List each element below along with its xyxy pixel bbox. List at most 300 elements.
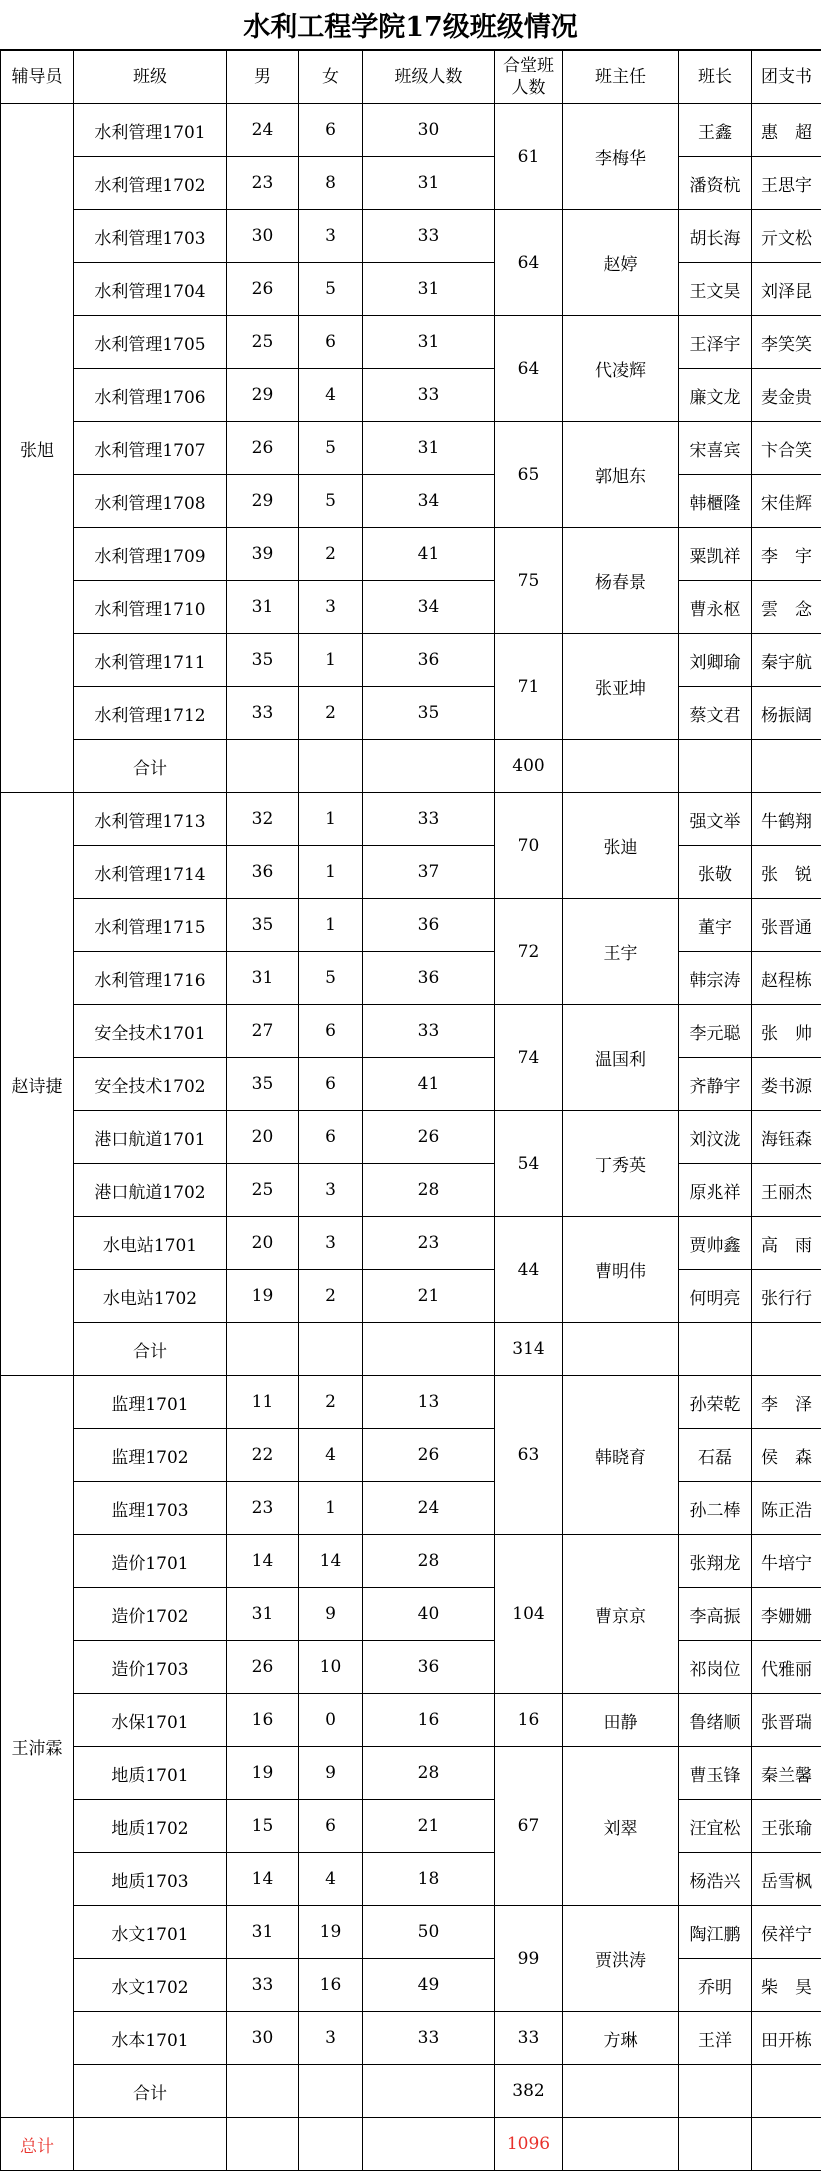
class-name-cell: 水利管理1702	[74, 157, 227, 210]
empty-cell	[752, 2065, 821, 2118]
class-name-cell: 水保1701	[74, 1694, 227, 1747]
class-size-cell: 26	[363, 1429, 495, 1482]
table-row	[1, 1747, 821, 1800]
male-count-cell: 33	[227, 687, 299, 740]
male-count-cell: 23	[227, 157, 299, 210]
secretary-cell: 亓文松	[752, 210, 821, 263]
monitor-cell: 汪宜松	[679, 1800, 752, 1853]
head-teacher-cell: 杨春景	[563, 528, 679, 634]
combined-size-cell: 75	[495, 528, 563, 634]
combined-size-cell: 74	[495, 1005, 563, 1111]
monitor-cell: 宋喜宾	[679, 422, 752, 475]
secretary-cell: 王丽杰	[752, 1164, 821, 1217]
class-size-cell: 28	[363, 1164, 495, 1217]
head-teacher-cell: 贾洪涛	[563, 1906, 679, 2012]
class-name-cell: 水利管理1709	[74, 528, 227, 581]
female-count-cell: 3	[299, 1164, 363, 1217]
class-size-cell: 28	[363, 1535, 495, 1588]
subtotal-value: 382	[495, 2065, 563, 2118]
secretary-cell: 李姗姗	[752, 1588, 821, 1641]
female-count-cell: 9	[299, 1588, 363, 1641]
secretary-cell: 杨振阔	[752, 687, 821, 740]
table-row	[1, 157, 821, 210]
class-size-cell: 30	[363, 104, 495, 157]
secretary-cell: 赵程栋	[752, 952, 821, 1005]
female-count-cell: 3	[299, 581, 363, 634]
monitor-cell: 李高振	[679, 1588, 752, 1641]
secretary-cell: 麦金贵	[752, 369, 821, 422]
secretary-cell: 刘泽昆	[752, 263, 821, 316]
table-row	[1, 422, 821, 475]
female-count-cell: 1	[299, 1482, 363, 1535]
empty-cell	[679, 2118, 752, 2171]
counselor-cell: 王沛霖	[1, 1376, 74, 2118]
head-teacher-cell: 温国利	[563, 1005, 679, 1111]
empty-cell	[563, 2118, 679, 2171]
header-class: 班级	[74, 51, 227, 104]
male-count-cell: 19	[227, 1747, 299, 1800]
combined-size-cell: 70	[495, 793, 563, 899]
monitor-cell: 韩宗涛	[679, 952, 752, 1005]
combined-size-cell: 99	[495, 1906, 563, 2012]
empty-cell	[74, 2118, 227, 2171]
subtotal-label: 合计	[74, 740, 227, 793]
empty-cell	[299, 2118, 363, 2171]
table-row	[1, 952, 821, 1005]
combined-size-cell: 61	[495, 104, 563, 210]
empty-cell	[363, 2118, 495, 2171]
class-name-cell: 水本1701	[74, 2012, 227, 2065]
class-name-cell: 水利管理1716	[74, 952, 227, 1005]
empty-cell	[363, 2065, 495, 2118]
female-count-cell: 4	[299, 369, 363, 422]
class-size-cell: 41	[363, 1058, 495, 1111]
empty-cell	[299, 740, 363, 793]
monitor-cell: 曹玉锋	[679, 1747, 752, 1800]
class-size-cell: 13	[363, 1376, 495, 1429]
monitor-cell: 粟凯祥	[679, 528, 752, 581]
header-male: 男	[227, 51, 299, 104]
monitor-cell: 王文昊	[679, 263, 752, 316]
male-count-cell: 20	[227, 1217, 299, 1270]
class-name-cell: 水利管理1708	[74, 475, 227, 528]
empty-cell	[752, 1323, 821, 1376]
combined-size-cell: 54	[495, 1111, 563, 1217]
table-row	[1, 1959, 821, 2012]
monitor-cell: 潘资杭	[679, 157, 752, 210]
class-size-cell: 21	[363, 1800, 495, 1853]
monitor-cell: 胡长海	[679, 210, 752, 263]
female-count-cell: 6	[299, 1800, 363, 1853]
table-row	[1, 475, 821, 528]
monitor-cell: 刘汶泷	[679, 1111, 752, 1164]
secretary-cell: 柴 昊	[752, 1959, 821, 2012]
subtotal-label: 合计	[74, 1323, 227, 1376]
class-size-cell: 28	[363, 1747, 495, 1800]
male-count-cell: 11	[227, 1376, 299, 1429]
grand-total-row	[1, 2118, 821, 2171]
female-count-cell: 6	[299, 1005, 363, 1058]
male-count-cell: 27	[227, 1005, 299, 1058]
class-size-cell: 36	[363, 899, 495, 952]
table-row	[1, 104, 821, 157]
secretary-cell: 陈正浩	[752, 1482, 821, 1535]
class-size-cell: 36	[363, 1641, 495, 1694]
monitor-cell: 陶江鹏	[679, 1906, 752, 1959]
combined-size-cell: 71	[495, 634, 563, 740]
male-count-cell: 19	[227, 1270, 299, 1323]
secretary-cell: 李 泽	[752, 1376, 821, 1429]
female-count-cell: 4	[299, 1429, 363, 1482]
female-count-cell: 1	[299, 846, 363, 899]
monitor-cell: 孙荣乾	[679, 1376, 752, 1429]
secretary-cell: 高 雨	[752, 1217, 821, 1270]
monitor-cell: 曹永枢	[679, 581, 752, 634]
combined-size-cell: 67	[495, 1747, 563, 1906]
table-row	[1, 1588, 821, 1641]
monitor-cell: 王泽宇	[679, 316, 752, 369]
head-teacher-cell: 赵婷	[563, 210, 679, 316]
table-row	[1, 793, 821, 846]
class-name-cell: 水利管理1711	[74, 634, 227, 687]
secretary-cell: 海钰森	[752, 1111, 821, 1164]
male-count-cell: 30	[227, 2012, 299, 2065]
empty-cell	[227, 1323, 299, 1376]
header-head-teacher: 班主任	[563, 51, 679, 104]
table-row	[1, 369, 821, 422]
female-count-cell: 1	[299, 899, 363, 952]
class-name-cell: 水利管理1712	[74, 687, 227, 740]
secretary-cell: 代雅丽	[752, 1641, 821, 1694]
class-name-cell: 港口航道1701	[74, 1111, 227, 1164]
male-count-cell: 30	[227, 210, 299, 263]
table-row	[1, 1270, 821, 1323]
female-count-cell: 2	[299, 528, 363, 581]
table-row	[1, 687, 821, 740]
table-row	[1, 2012, 821, 2065]
class-size-cell: 33	[363, 1005, 495, 1058]
empty-cell	[227, 2118, 299, 2171]
secretary-cell: 牛培宁	[752, 1535, 821, 1588]
secretary-cell: 娄书源	[752, 1058, 821, 1111]
female-count-cell: 2	[299, 1376, 363, 1429]
header-combined-size: 合堂班人数	[495, 51, 563, 104]
combined-size-cell: 64	[495, 210, 563, 316]
male-count-cell: 22	[227, 1429, 299, 1482]
monitor-cell: 张翔龙	[679, 1535, 752, 1588]
monitor-cell: 强文举	[679, 793, 752, 846]
male-count-cell: 35	[227, 634, 299, 687]
monitor-cell: 韩櫃隆	[679, 475, 752, 528]
table-row	[1, 1482, 821, 1535]
page-title: 水利工程学院17级班级情况	[0, 0, 821, 50]
table-row	[1, 581, 821, 634]
class-name-cell: 水文1701	[74, 1906, 227, 1959]
combined-size-cell: 44	[495, 1217, 563, 1323]
empty-cell	[363, 1323, 495, 1376]
empty-cell	[299, 2065, 363, 2118]
class-size-cell: 50	[363, 1906, 495, 1959]
female-count-cell: 9	[299, 1747, 363, 1800]
head-teacher-cell: 曹明伟	[563, 1217, 679, 1323]
head-teacher-cell: 刘翠	[563, 1747, 679, 1906]
subtotal-row	[1, 2065, 821, 2118]
class-name-cell: 水利管理1707	[74, 422, 227, 475]
table-row	[1, 1800, 821, 1853]
class-size-cell: 18	[363, 1853, 495, 1906]
monitor-cell: 廉文龙	[679, 369, 752, 422]
male-count-cell: 23	[227, 1482, 299, 1535]
male-count-cell: 29	[227, 369, 299, 422]
secretary-cell: 王张瑜	[752, 1800, 821, 1853]
class-size-cell: 16	[363, 1694, 495, 1747]
monitor-cell: 王鑫	[679, 104, 752, 157]
class-name-cell: 水利管理1705	[74, 316, 227, 369]
female-count-cell: 0	[299, 1694, 363, 1747]
class-size-cell: 36	[363, 952, 495, 1005]
male-count-cell: 35	[227, 899, 299, 952]
secretary-cell: 张行行	[752, 1270, 821, 1323]
empty-cell	[679, 1323, 752, 1376]
empty-cell	[679, 740, 752, 793]
table-row	[1, 1535, 821, 1588]
male-count-cell: 16	[227, 1694, 299, 1747]
monitor-cell: 张敬	[679, 846, 752, 899]
monitor-cell: 孙二棒	[679, 1482, 752, 1535]
monitor-cell: 鲁绪顺	[679, 1694, 752, 1747]
class-name-cell: 造价1703	[74, 1641, 227, 1694]
secretary-cell: 牛鹤翔	[752, 793, 821, 846]
head-teacher-cell: 方琳	[563, 2012, 679, 2065]
head-teacher-cell: 郭旭东	[563, 422, 679, 528]
empty-cell	[299, 1323, 363, 1376]
monitor-cell: 王洋	[679, 2012, 752, 2065]
class-size-cell: 31	[363, 316, 495, 369]
head-teacher-cell: 李梅华	[563, 104, 679, 210]
male-count-cell: 26	[227, 263, 299, 316]
male-count-cell: 39	[227, 528, 299, 581]
female-count-cell: 5	[299, 952, 363, 1005]
female-count-cell: 14	[299, 1535, 363, 1588]
male-count-cell: 26	[227, 422, 299, 475]
class-name-cell: 地质1703	[74, 1853, 227, 1906]
female-count-cell: 3	[299, 1217, 363, 1270]
class-name-cell: 水利管理1714	[74, 846, 227, 899]
table-row	[1, 634, 821, 687]
empty-cell	[752, 740, 821, 793]
male-count-cell: 26	[227, 1641, 299, 1694]
class-size-cell: 33	[363, 369, 495, 422]
male-count-cell: 31	[227, 1906, 299, 1959]
monitor-cell: 乔明	[679, 1959, 752, 2012]
male-count-cell: 20	[227, 1111, 299, 1164]
class-size-cell: 24	[363, 1482, 495, 1535]
combined-size-cell: 64	[495, 316, 563, 422]
class-size-cell: 49	[363, 1959, 495, 2012]
class-size-cell: 40	[363, 1588, 495, 1641]
monitor-cell: 刘卿瑜	[679, 634, 752, 687]
head-teacher-cell: 曹京京	[563, 1535, 679, 1694]
table-row	[1, 528, 821, 581]
header-female: 女	[299, 51, 363, 104]
class-size-cell: 34	[363, 475, 495, 528]
subtotal-label: 合计	[74, 2065, 227, 2118]
monitor-cell: 李元聪	[679, 1005, 752, 1058]
table-row	[1, 1111, 821, 1164]
female-count-cell: 8	[299, 157, 363, 210]
head-teacher-cell: 丁秀英	[563, 1111, 679, 1217]
secretary-cell: 侯 森	[752, 1429, 821, 1482]
class-name-cell: 水利管理1703	[74, 210, 227, 263]
female-count-cell: 19	[299, 1906, 363, 1959]
class-name-cell: 水利管理1710	[74, 581, 227, 634]
male-count-cell: 29	[227, 475, 299, 528]
female-count-cell: 16	[299, 1959, 363, 2012]
monitor-cell: 齐静宇	[679, 1058, 752, 1111]
class-name-cell: 造价1701	[74, 1535, 227, 1588]
monitor-cell: 董宇	[679, 899, 752, 952]
class-name-cell: 水利管理1706	[74, 369, 227, 422]
class-size-cell: 34	[363, 581, 495, 634]
table-row	[1, 1217, 821, 1270]
class-name-cell: 水电站1701	[74, 1217, 227, 1270]
class-name-cell: 地质1702	[74, 1800, 227, 1853]
class-name-cell: 安全技术1701	[74, 1005, 227, 1058]
monitor-cell: 蔡文君	[679, 687, 752, 740]
class-table	[0, 50, 821, 2171]
subtotal-value: 314	[495, 1323, 563, 1376]
table-row	[1, 899, 821, 952]
monitor-cell: 杨浩兴	[679, 1853, 752, 1906]
female-count-cell: 3	[299, 2012, 363, 2065]
header-league-secretary: 团支书	[752, 51, 821, 104]
monitor-cell: 贾帅鑫	[679, 1217, 752, 1270]
empty-cell	[563, 1323, 679, 1376]
female-count-cell: 3	[299, 210, 363, 263]
table-row	[1, 263, 821, 316]
class-name-cell: 港口航道1702	[74, 1164, 227, 1217]
class-size-cell: 21	[363, 1270, 495, 1323]
head-teacher-cell: 田静	[563, 1694, 679, 1747]
female-count-cell: 10	[299, 1641, 363, 1694]
male-count-cell: 25	[227, 316, 299, 369]
class-name-cell: 水利管理1701	[74, 104, 227, 157]
male-count-cell: 32	[227, 793, 299, 846]
female-count-cell: 4	[299, 1853, 363, 1906]
secretary-cell: 田开栋	[752, 2012, 821, 2065]
table-row	[1, 210, 821, 263]
secretary-cell: 王思宇	[752, 157, 821, 210]
table-row	[1, 316, 821, 369]
female-count-cell: 2	[299, 1270, 363, 1323]
female-count-cell: 6	[299, 104, 363, 157]
female-count-cell: 1	[299, 793, 363, 846]
secretary-cell: 张 帅	[752, 1005, 821, 1058]
male-count-cell: 25	[227, 1164, 299, 1217]
class-name-cell: 水利管理1704	[74, 263, 227, 316]
class-name-cell: 水利管理1713	[74, 793, 227, 846]
class-size-cell: 23	[363, 1217, 495, 1270]
secretary-cell: 卞合笑	[752, 422, 821, 475]
empty-cell	[363, 740, 495, 793]
male-count-cell: 36	[227, 846, 299, 899]
table-row	[1, 846, 821, 899]
combined-size-cell: 16	[495, 1694, 563, 1747]
secretary-cell: 张 锐	[752, 846, 821, 899]
secretary-cell: 张晋瑞	[752, 1694, 821, 1747]
header-class-size: 班级人数	[363, 51, 495, 104]
header-counselor: 辅导员	[1, 51, 74, 104]
class-name-cell: 监理1703	[74, 1482, 227, 1535]
class-name-cell: 安全技术1702	[74, 1058, 227, 1111]
secretary-cell: 惠 超	[752, 104, 821, 157]
male-count-cell: 24	[227, 104, 299, 157]
class-name-cell: 造价1702	[74, 1588, 227, 1641]
empty-cell	[227, 2065, 299, 2118]
head-teacher-cell: 代凌辉	[563, 316, 679, 422]
monitor-cell: 石磊	[679, 1429, 752, 1482]
table-row	[1, 1164, 821, 1217]
class-size-cell: 26	[363, 1111, 495, 1164]
empty-cell	[227, 740, 299, 793]
empty-cell	[563, 2065, 679, 2118]
class-name-cell: 监理1702	[74, 1429, 227, 1482]
female-count-cell: 6	[299, 1111, 363, 1164]
class-name-cell: 水利管理1715	[74, 899, 227, 952]
male-count-cell: 14	[227, 1535, 299, 1588]
empty-cell	[679, 2065, 752, 2118]
counselor-cell: 张旭	[1, 104, 74, 793]
table-row	[1, 1694, 821, 1747]
male-count-cell: 15	[227, 1800, 299, 1853]
male-count-cell: 14	[227, 1853, 299, 1906]
monitor-cell: 原兆祥	[679, 1164, 752, 1217]
female-count-cell: 6	[299, 316, 363, 369]
table-row	[1, 1058, 821, 1111]
secretary-cell: 宋佳辉	[752, 475, 821, 528]
counselor-cell: 赵诗捷	[1, 793, 74, 1376]
header-row	[1, 51, 821, 104]
table-row	[1, 1853, 821, 1906]
class-name-cell: 水文1702	[74, 1959, 227, 2012]
female-count-cell: 2	[299, 687, 363, 740]
monitor-cell: 祁岗位	[679, 1641, 752, 1694]
male-count-cell: 31	[227, 581, 299, 634]
secretary-cell: 侯祥宁	[752, 1906, 821, 1959]
class-size-cell: 35	[363, 687, 495, 740]
secretary-cell: 张晋通	[752, 899, 821, 952]
table-row	[1, 1376, 821, 1429]
class-size-cell: 33	[363, 2012, 495, 2065]
secretary-cell: 岳雪枫	[752, 1853, 821, 1906]
secretary-cell: 秦宇航	[752, 634, 821, 687]
subtotal-row	[1, 1323, 821, 1376]
class-size-cell: 31	[363, 263, 495, 316]
combined-size-cell: 104	[495, 1535, 563, 1694]
table-row	[1, 1005, 821, 1058]
table-row	[1, 1429, 821, 1482]
combined-size-cell: 65	[495, 422, 563, 528]
grand-total-label: 总计	[1, 2118, 74, 2171]
female-count-cell: 5	[299, 263, 363, 316]
secretary-cell: 李 宇	[752, 528, 821, 581]
class-name-cell: 地质1701	[74, 1747, 227, 1800]
header-monitor: 班长	[679, 51, 752, 104]
combined-size-cell: 33	[495, 2012, 563, 2065]
male-count-cell: 33	[227, 1959, 299, 2012]
male-count-cell: 31	[227, 1588, 299, 1641]
male-count-cell: 35	[227, 1058, 299, 1111]
